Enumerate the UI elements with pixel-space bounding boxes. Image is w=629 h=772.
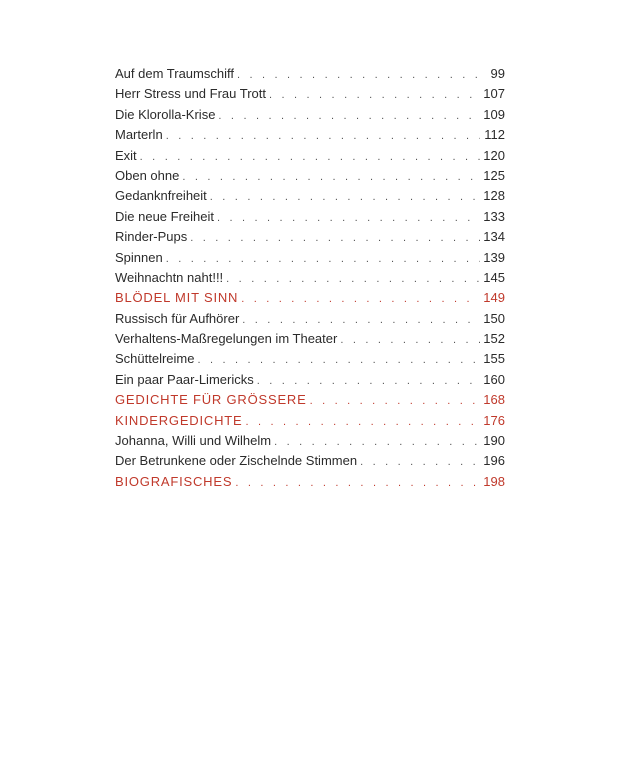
- dot-leader: [310, 391, 480, 410]
- dot-leader: [235, 473, 480, 492]
- toc-entry-title: Spinnen: [115, 249, 163, 265]
- toc-entry[interactable]: [115, 309, 505, 329]
- toc-entry-page: 112: [484, 127, 505, 143]
- toc-entry[interactable]: [115, 186, 505, 206]
- toc-section-title: KINDERGEDICHTE: [115, 412, 243, 428]
- toc-entry-page: 133: [483, 208, 505, 224]
- toc-section-entry[interactable]: [115, 288, 505, 308]
- table-of-contents: [115, 64, 505, 492]
- toc-entry-page: 145: [483, 269, 505, 285]
- toc-section-entry[interactable]: [115, 411, 505, 431]
- toc-entry[interactable]: [115, 227, 505, 247]
- toc-entry-title: Weihnachtn naht!!!: [115, 269, 224, 285]
- toc-entry-title: Die neue Freiheit: [115, 208, 214, 224]
- toc-section-title: GEDICHTE FÜR GRÖSSERE: [115, 392, 307, 408]
- toc-entry-title: Gedanknfreiheit: [115, 188, 207, 204]
- toc-entry[interactable]: [115, 268, 505, 288]
- dot-leader: [246, 412, 481, 431]
- dot-leader: [241, 289, 480, 308]
- toc-entry[interactable]: [115, 64, 505, 84]
- toc-entry-page: 152: [483, 331, 505, 347]
- toc-entry[interactable]: [115, 370, 505, 390]
- toc-entry[interactable]: [115, 207, 505, 227]
- dot-leader: [360, 452, 480, 471]
- toc-entry[interactable]: [115, 349, 505, 369]
- dot-leader: [182, 167, 480, 186]
- toc-entry-page: 128: [483, 188, 505, 204]
- toc-entry-title: Ein paar Paar-Limericks: [115, 371, 254, 387]
- dot-leader: [218, 106, 480, 125]
- toc-entry-title: Exit: [115, 147, 137, 163]
- toc-entry-page: 107: [483, 86, 505, 102]
- toc-entry-page: 99: [490, 66, 505, 81]
- dot-leader: [257, 371, 480, 390]
- dot-leader: [274, 432, 480, 451]
- toc-entry[interactable]: [115, 146, 505, 166]
- toc-entry[interactable]: [115, 451, 505, 471]
- dot-leader: [269, 85, 480, 104]
- toc-section-title: BIOGRAFISCHES: [115, 473, 233, 489]
- toc-entry[interactable]: [115, 84, 505, 104]
- toc-entry-title: Schüttelreime: [115, 351, 195, 367]
- toc-entry-page: 155: [483, 351, 505, 367]
- toc-entry-page: 150: [483, 310, 505, 326]
- toc-entry-title: Oben ohne: [115, 167, 180, 183]
- toc-entry-page: 168: [483, 392, 505, 408]
- toc-entry-page: 196: [483, 453, 505, 469]
- toc-entry-page: 109: [483, 106, 505, 122]
- toc-entry-page: 125: [483, 167, 505, 183]
- toc-section-entry[interactable]: [115, 390, 505, 410]
- toc-entry-page: 149: [483, 290, 505, 306]
- toc-entry-title: Marterln: [115, 127, 163, 143]
- toc-entry-title: Herr Stress und Frau Trott: [115, 86, 266, 102]
- toc-entry-page: 190: [483, 433, 505, 449]
- toc-entry-page: 198: [483, 473, 505, 489]
- dot-leader: [340, 330, 480, 349]
- dot-leader: [166, 249, 480, 268]
- dot-leader: [166, 126, 480, 145]
- dot-leader: [197, 350, 480, 369]
- toc-entry-page: 134: [483, 229, 505, 245]
- dot-leader: [217, 208, 480, 227]
- toc-section-entry[interactable]: [115, 472, 505, 492]
- dot-leader: [226, 269, 480, 288]
- toc-entry-page: 120: [483, 147, 505, 163]
- toc-entry[interactable]: [115, 125, 505, 145]
- toc-entry-title: Rinder-Pups: [115, 229, 188, 245]
- dot-leader: [237, 65, 480, 84]
- toc-entry[interactable]: [115, 105, 505, 125]
- toc-entry-title: Auf dem Traumschiff: [115, 66, 234, 81]
- toc-entry[interactable]: [115, 431, 505, 451]
- toc-entry-title: Verhaltens-Maßregelungen im Theater: [115, 331, 338, 347]
- toc-entry-title: Johanna, Willi und Wilhelm: [115, 433, 272, 449]
- toc-entry-page: 176: [483, 412, 505, 428]
- toc-section-title: BLÖDEL MIT SINN: [115, 290, 239, 306]
- dot-leader: [210, 187, 480, 206]
- toc-entry-title: Die Klorolla-Krise: [115, 106, 216, 122]
- toc-entry-page: 139: [483, 249, 505, 265]
- dot-leader: [242, 310, 480, 329]
- toc-entry-title: Der Betrunkene oder Zischelnde Stimmen: [115, 453, 358, 469]
- toc-entry[interactable]: [115, 166, 505, 186]
- dot-leader: [140, 147, 480, 166]
- toc-entry-page: 160: [483, 371, 505, 387]
- toc-entry[interactable]: [115, 329, 505, 349]
- dot-leader: [190, 228, 480, 247]
- toc-entry-title: Russisch für Aufhörer: [115, 310, 240, 326]
- toc-entry[interactable]: [115, 248, 505, 268]
